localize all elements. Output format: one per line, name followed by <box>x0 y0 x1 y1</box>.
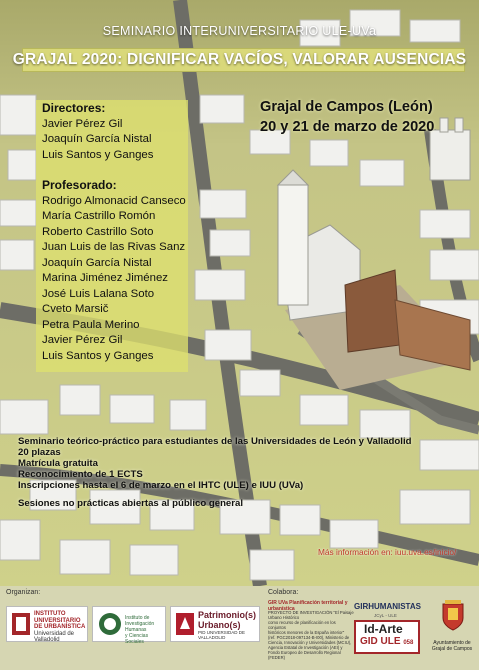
project-line: Fondo Europeo de Desarrollo Regional (FEDER) <box>268 650 341 660</box>
idarte-logo <box>354 620 420 654</box>
ayuntamiento-crest-icon <box>440 600 466 632</box>
event-place-dates <box>260 97 460 137</box>
faculty-name: Roberto Castrillo Soto <box>42 225 154 238</box>
faculty-name: Luis Santos y Ganges <box>42 349 154 362</box>
ihtc-line: y Ciencias Sociales <box>125 633 149 645</box>
project-line: como recurso de planificación en los conjuntos <box>268 620 336 630</box>
ihtc-line: Instituto de <box>125 615 150 621</box>
faculty-name: María Castrillo Romón <box>42 210 156 222</box>
iuu-line: INSTITUTO <box>34 611 66 617</box>
faculty-name: José Luis Lalana Soto <box>42 287 155 300</box>
project-description <box>268 610 354 660</box>
project-line: (ref. PGC2018-097134-B-I00), Ministerio de <box>268 635 350 640</box>
patrimonio-line: Patrimonio(s) <box>198 610 257 620</box>
directors-heading: Directores: <box>42 101 106 115</box>
patrimonio-emblem-icon <box>174 611 196 637</box>
faculty-heading: Profesorado: <box>42 178 117 192</box>
ayto-line: Grajal de Campos <box>431 646 473 652</box>
iuu-line: UNIVERSITARIO <box>34 617 81 624</box>
event-dates: 20 y 21 de marzo de 2020 <box>260 119 435 135</box>
patrimonio-line: PID UNIVERSIDAD DE VALLADOLID <box>198 630 246 640</box>
faculty-name: Javier Pérez Gil <box>42 334 123 346</box>
seminar-heading: SEMINARIO INTERUNIVERSITARIO ULE-UVa <box>102 24 377 38</box>
ayuntamiento-label <box>424 640 479 652</box>
faculty-name: Joaquín García Nistal <box>42 256 152 269</box>
faculty-name: Petra Paula Merino <box>42 318 140 331</box>
project-title: GIR UVa Planificación territorial y urbanística <box>268 600 348 612</box>
info-line: Seminario teórico-práctico para estudiantes de las Universidades de León y Valladolid <box>18 436 412 447</box>
ihtc-logo <box>92 606 166 645</box>
event-place: Grajal de Campos (León) <box>260 99 433 115</box>
faculty-name: Cveto Marsič <box>42 303 109 315</box>
faculty-name: Rodrigo Almonacid Canseco <box>42 194 186 207</box>
faculty-name: Marina Jiménez Jiménez <box>42 272 168 284</box>
info-line: Matrícula gratuita <box>18 458 98 469</box>
girhumanistas-logo: GIRHUMANISTAS <box>354 602 421 611</box>
project-line: Ciencia, Innovación y Universidades (MCIU), <box>268 640 352 645</box>
info-line: Reconocimiento de 1 ECTS <box>18 469 143 480</box>
info-line: 20 plazas <box>18 447 61 458</box>
patrimonio-logo <box>170 606 260 642</box>
ayto-line: Ayuntamiento de <box>433 640 471 646</box>
iuu-line: DE URBANÍSTICA <box>34 624 86 630</box>
ihtc-line: Investigación Humanas <box>125 621 155 633</box>
gid-line <box>360 636 413 649</box>
project-line: históricos menores de la España interior" <box>268 630 345 635</box>
gid-number: 058 <box>403 640 414 646</box>
public-sessions-note: Sesiones no prácticas abiertas al público general <box>18 498 244 509</box>
patrimonio-line: Urbano(s) <box>198 619 241 630</box>
faculty-name: Juan Luis de las Rivas Sanz <box>42 241 186 253</box>
info-line: Inscripciones hasta el 6 de marzo en el IHTC (ULE) e IUU (UVa) <box>18 480 304 491</box>
gid-text: GID ULE <box>360 636 401 647</box>
iuu-line: Universidad de Valladolid <box>34 630 75 643</box>
more-info-link[interactable]: Más información en: iuu.uva.es/inicio/ <box>318 547 457 557</box>
idarte-text: Id-Arte <box>364 622 403 636</box>
director-name: Joaquín García Nistal <box>42 133 152 145</box>
organizers-label: Organizan: <box>6 589 41 596</box>
girhumanistas-sub: JCyL - ULE <box>374 613 397 618</box>
seminar-info <box>18 436 468 509</box>
project-line: PROYECTO DE INVESTIGACIÓN "El Paisaje Urbano Histórico <box>268 610 354 620</box>
project-line: Agencia Estatal de Investigación (AEI) y <box>268 645 343 650</box>
director-name: Luis Santos y Ganges <box>42 148 154 161</box>
iuu-logo <box>6 606 88 642</box>
ihtc-seal-icon <box>97 611 123 637</box>
director-name: Javier Pérez Gil <box>42 117 123 130</box>
poster-title: GRAJAL 2020: DIGNIFICAR VACÍOS, VALORAR AUSENCIAS <box>12 51 467 68</box>
iuu-emblem-icon <box>10 611 32 637</box>
collaborators-label: Colabora: <box>268 589 299 596</box>
credits-text <box>42 101 192 364</box>
